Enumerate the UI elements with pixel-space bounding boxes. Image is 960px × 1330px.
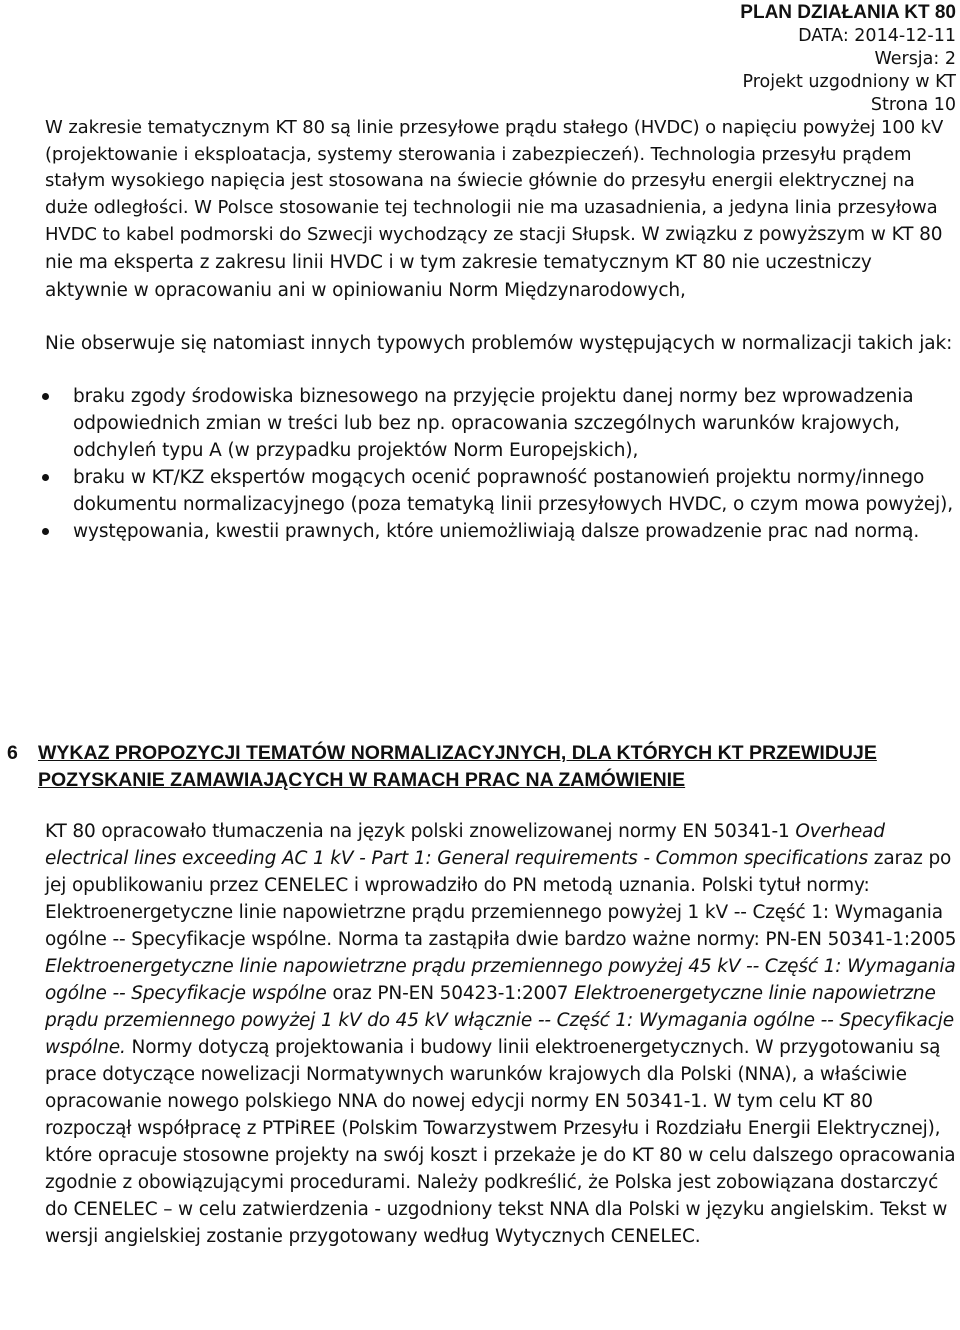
- body-text-3: oraz PN-EN 50423-1:2007: [332, 983, 569, 1004]
- section-heading: [7, 740, 952, 794]
- document-version: Wersja: 2: [874, 49, 956, 69]
- document-title: PLAN DZIAŁANIA KT 80: [740, 2, 956, 23]
- section-body: [45, 818, 957, 1250]
- problems-list: [45, 383, 955, 545]
- bullet-icon: [42, 474, 49, 481]
- document-status: Projekt uzgodniony w KT: [742, 72, 956, 92]
- intro-text-experts: W związku z powyższym w KT 80 nie ma eksperta z zakresu linii HVDC i w tym zakresie tematycznym KT 80 nie uczestniczy aktywnie w opracowaniu ani w opiniowaniu Norm Międzynarodowych,: [45, 224, 943, 301]
- intro-paragraph: [45, 115, 955, 304]
- bullet-icon: [42, 393, 49, 400]
- list-item: braku w KT/KZ ekspertów mogących ocenić poprawność postanowień projektu normy/innego dokumentu normalizacyjnego (poza tematyką linii przesyłowych HVDC, o czym mowa powyżej),: [45, 464, 955, 518]
- body-text-1: KT 80 opracowało tłumaczenia na język polski znowelizowanej normy EN 50341-1: [45, 821, 790, 842]
- page-number: Strona 10: [870, 95, 956, 115]
- intro-section: [45, 115, 955, 545]
- body-italic-1: Overhead electrical lines exceeding AC 1 kV - Part 1: General requirements - Common specifications: [45, 821, 885, 869]
- list-item: braku zgody środowiska biznesowego na przyjęcie projektu danej normy bez wprowadzenia odpowiednich zmian w treści lub bez np. opracowania szczególnych warunków krajowych, odchyleń typu A (w przypadku projektów Norm Europejskich),: [45, 383, 955, 464]
- section-title: WYKAZ PROPOZYCJI TEMATÓW NORMALIZACYJNYCH, DLA KTÓRYCH KT PRZEWIDUJE POZYSKANIE ZAMAWIAJĄCYCH W RAMACH PRAC NA ZAMÓWIENIE: [38, 742, 877, 791]
- intro-text-hvdc: W zakresie tematycznym KT 80 są linie przesyłowe prądu stałego (HVDC) o napięciu powyżej 100 kV (projektowanie i eksploatacja, systemy sterowania i zabezpieczeń). Technologia przesyłu prądem stałym wysokiego napięcia jest stosowana na świecie głównie do przesyłu energii elektrycznej na duże odległości. W Polsce stosowanie tej technologii nie ma uzasadnienia, a jedyna linia przesyłowa HVDC to kabel podmorski do Szwecji wychodzący ze stacji Słupsk.: [45, 117, 944, 246]
- list-item: występowania, kwestii prawnych, które uniemożliwiają dalsze prowadzenie prac nad normą.: [45, 518, 955, 545]
- document-date: DATA: 2014-12-11: [798, 26, 956, 46]
- body-text-2: zaraz po jej opublikowaniu przez CENELEC i wprowadziło do PN metodą uznania. Polski tytuł normy: Elektroenergetyczne linie napowietrzne prądu przemiennego powyżej 1 kV -- Część 1: Wymagania ogólne -- Specyfikacje wspólne. Norma ta zastąpiła dwie bardzo ważne normy: PN-EN 50341-1:2005: [45, 848, 957, 950]
- page-header: [740, 0, 956, 117]
- body-italic-3: Elektroenergetyczne linie napowietrzne prądu przemiennego powyżej 1 kV do 45 kV włącznie -- Część 1: Wymagania ogólne -- Specyfikacje wspólne.: [45, 983, 954, 1058]
- section-number: 6: [7, 742, 18, 764]
- problems-paragraph: Nie obserwuje się natomiast innych typowych problemów występujących w normalizacji takich jak:: [45, 333, 953, 355]
- body-italic-2: Elektroenergetyczne linie napowietrzne prądu przemiennego powyżej 45 kV -- Część 1: Wymagania ogólne -- Specyfikacje wspólne: [45, 956, 956, 1004]
- body-text-4: Normy dotyczą projektowania i budowy linii elektroenergetycznych. W przygotowaniu są prace dotyczące nowelizacji Normatywnych warunków krajowych dla Polski (NNA), a właściwie opracowanie nowego polskiego NNA do nowej edycji normy EN 50341-1. W tym celu KT 80 rozpoczął współpracę z PTPiREE (Polskim Towarzystwem Przesyłu i Rozdziału Energii Elektrycznej), które opracuje stosowne projekty na swój koszt i przekaże je do KT 80 w celu dalszego opracowania zgodnie z obowiązującymi procedurami. Należy podkreślić, że Polska jest zobowiązana dostarczyć do CENELEC – w celu zatwierdzenia - uzgodniony tekst NNA dla Polski w języku angielskim. Tekst w wersji angielskiej zostanie przygotowany według Wytycznych CENELEC.: [45, 1037, 956, 1247]
- bullet-icon: [42, 528, 49, 535]
